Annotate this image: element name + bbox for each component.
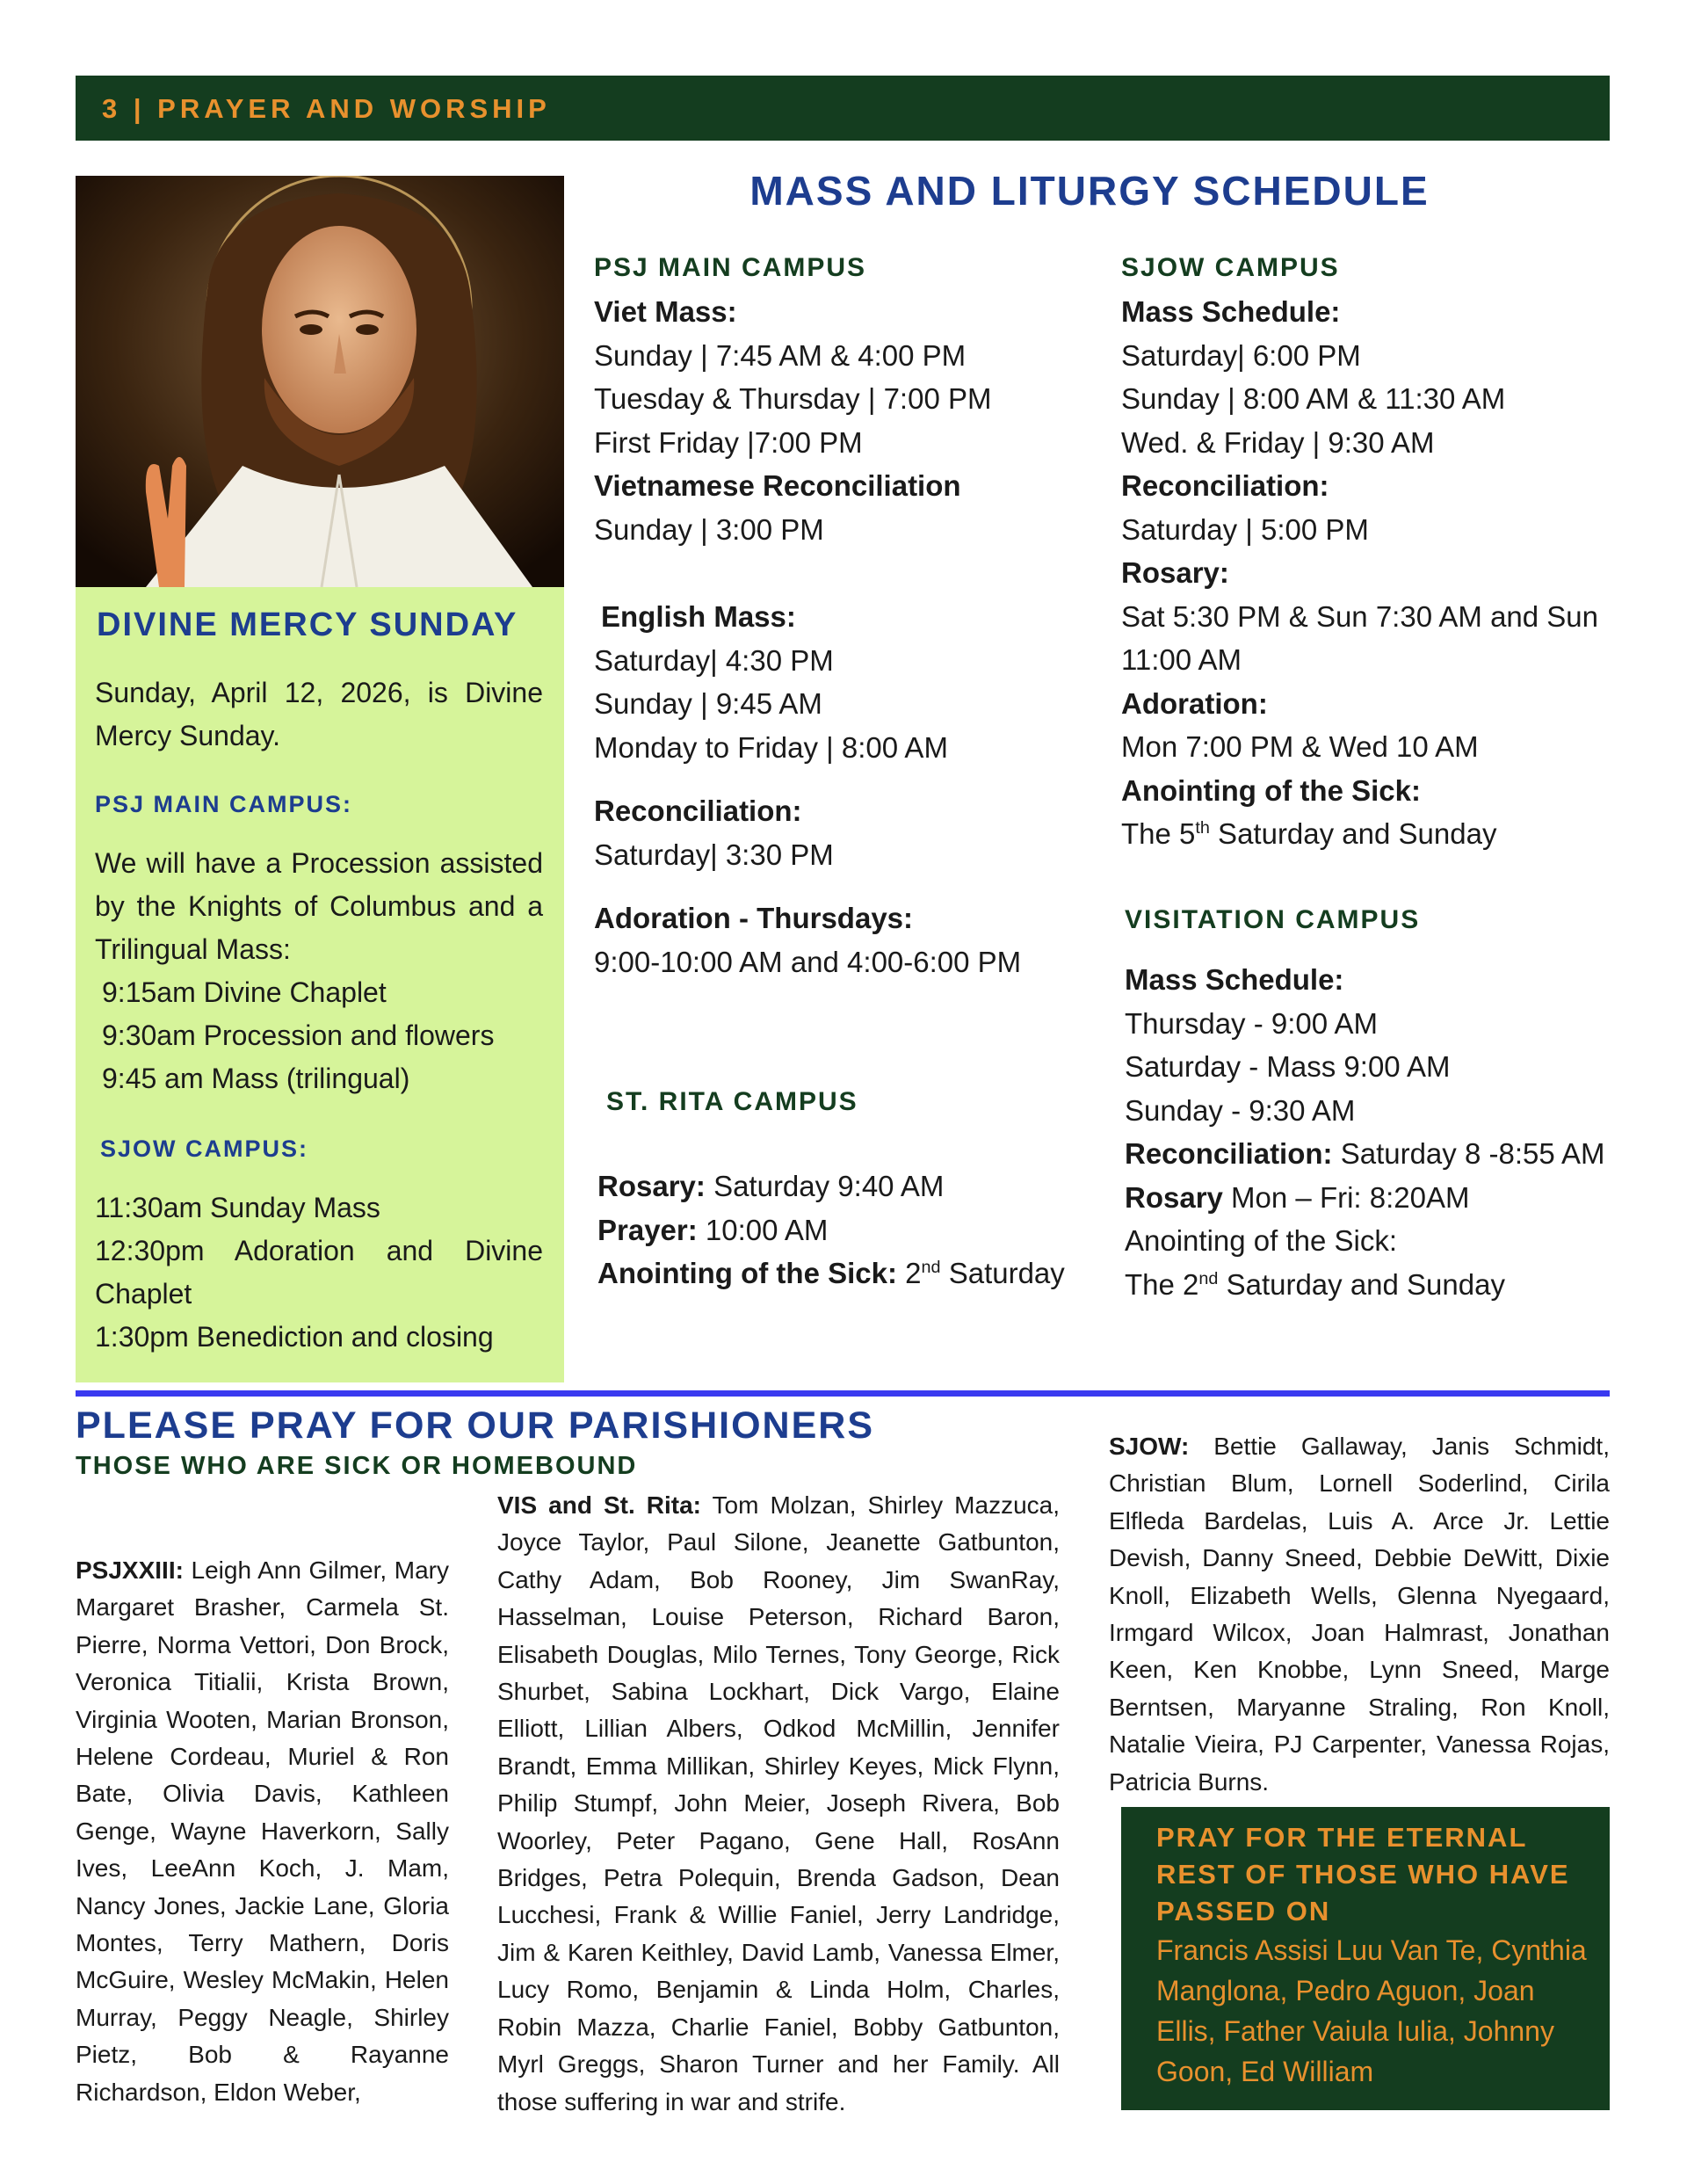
schedule-line: Saturday| 4:30 PM — [594, 643, 834, 677]
pray-section-subtitle: THOSE WHO ARE SICK OR HOMEBOUND — [76, 1452, 638, 1480]
psjxxiii-names: PSJXXIII: Leigh Ann Gilmer, Mary Margaret Brasher, Carmela St. Pierre, Norma Vettori, Don Brock, Veronica Titialii, Krista Brown, Virginia Wooten, Marian Bronson, Helene Cordeau, Muriel & Ron Bate, Olivia Davis, Kathleen Genge, Wayne Haverkorn, Sally Ives, LeeAnn Koch, J. Mam, Nancy Jones, Jackie Lane, Gloria Montes, Terry Mathern, Doris McGuire, Wesley McMakin, Helen Murray, Peggy Neagle, Shirley Pietz, Bob & Rayanne Richardson, Eldon Weber, — [76, 1556, 449, 2106]
schedule-line: Saturday - Mass 9:00 AM — [1125, 1050, 1451, 1083]
sjow-recon-label: Reconciliation: — [1121, 469, 1329, 502]
schedule-line: Thursday - 9:00 AM — [1125, 1006, 1378, 1040]
sjow-anointing-line: The 5th Saturday and Sunday — [1121, 817, 1497, 850]
sjow-names: SJOW: Bettie Gallaway, Janis Schmidt, Christian Blum, Lornell Soderlind, Cirila Elfleda Bardelas, Luis A. Arce Jr. Lettie Devish, Danny Sneed, Debbie DeWitt, Dixie Knoll, Elizabeth Wells, Glenna Nyegaard, Irmgard Wilcox, Joan Halmrast, Jonathan Keen, Ken Knobbe, Lynn Sneed, Marge Berntsen, Maryanne Straling, Ron Knoll, Natalie Vieira, PJ Carpenter, Vanessa Rojas, Patricia Burns. — [1109, 1433, 1610, 1796]
dm-psj-text: We will have a Procession assisted by the Knights of Columbus and a Trilingual Mass: — [95, 847, 543, 965]
schedule-line: Wed. & Friday | 9:30 AM — [1121, 425, 1435, 459]
sjow-rosary-label: Rosary: — [1121, 556, 1229, 589]
dm-sjow-item: 11:30am Sunday Mass — [95, 1192, 380, 1223]
visitation-recon: Reconciliation: Saturday 8 -8:55 AM — [1125, 1137, 1605, 1170]
visitation-anointing-line: The 2nd Saturday and Sunday — [1125, 1267, 1505, 1301]
visitation-schedule — [1125, 958, 1617, 1306]
sjow-mass-label: Mass Schedule: — [1121, 295, 1341, 328]
mass-schedule-title: MASS AND LITURGY SCHEDULE — [749, 168, 1430, 214]
dm-sjow-item: 1:30pm Benediction and closing — [95, 1321, 494, 1353]
section-header-bar — [76, 76, 1610, 141]
dm-sjow-item: 12:30pm Adoration and Divine Chaplet — [95, 1235, 543, 1310]
sjow-anointing-label: Anointing of the Sick: — [1121, 773, 1421, 807]
schedule-line: Monday to Friday | 8:00 AM — [594, 730, 948, 764]
pray-section-title: PLEASE PRAY FOR OUR PARISHIONERS — [76, 1404, 875, 1447]
visitation-mass-label: Mass Schedule: — [1125, 963, 1344, 996]
schedule-line: Sunday | 7:45 AM & 4:00 PM — [594, 338, 967, 372]
dm-psj-heading: PSJ MAIN CAMPUS: — [95, 791, 353, 817]
dm-sjow-heading: SJOW CAMPUS: — [100, 1136, 309, 1162]
eternal-rest-box — [1121, 1807, 1610, 2110]
vis-st-rita-names: VIS and St. Rita: Tom Molzan, Shirley Mazzuca, Joyce Taylor, Paul Silone, Jeanette Gatbunton, Cathy Adam, Bob Rooney, Jim SwanRay, Hasselman, Louise Peterson, Richard Baron, Elisabeth Douglas, Milo Ternes, Tony George, Rick Shurbet, Sabina Lockhart, Dick Vargo, Elaine Elliott, Lillian Albers, Odkod McMillin, Jennifer Brandt, Emma Millikan, Shirley Keyes, Mick Flynn, Philip Stumpf, John Meier, Joseph Rivera, Bob Woorley, Peter Pagano, Gene Hall, RosAnn Bridges, Petra Polequin, Brenda Gadson, Dean Lucchesi, Frank & Willie Faniel, Jerry Landridge, Jim & Karen Keithley, David Lamb, Vanessa Elmer, Lucy Romo, Benjamin & Linda Holm, Charles, Robin Mazza, Charlie Faniel, Bobby Gatbunton, Myrl Greggs, Sharon Turner and her Family. All those suffering in war and strife. — [497, 1491, 1060, 2115]
portrait-illustration — [76, 176, 564, 587]
schedule-line: 9:00-10:00 AM and 4:00-6:00 PM — [594, 945, 1022, 978]
section-header-title: 3 | PRAYER AND WORSHIP — [102, 93, 551, 124]
schedule-line: Tuesday & Thursday | 7:00 PM — [594, 382, 992, 415]
psj-recon-schedule — [594, 789, 1086, 876]
dm-psj-item: 9:30am Procession and flowers — [102, 1019, 495, 1051]
schedule-line: First Friday |7:00 PM — [594, 425, 863, 459]
st-rita-prayer: Prayer: 10:00 AM — [597, 1213, 829, 1246]
divine-mercy-portrait — [76, 176, 564, 587]
adoration-label: Adoration - Thursdays: — [594, 902, 914, 934]
eternal-rest-title: PRAY FOR THE ETERNAL REST OF THOSE WHO HAVE PASSED ON — [1156, 1822, 1570, 1926]
schedule-line: Saturday | 5:00 PM — [1121, 512, 1369, 546]
dm-psj-item: 9:45 am Mass (trilingual) — [102, 1063, 410, 1094]
divine-mercy-box — [76, 587, 564, 1382]
schedule-line: Sat 5:30 PM & Sun 7:30 AM and Sun 11:00 AM — [1121, 599, 1599, 676]
sjow-adoration-label: Adoration: — [1121, 686, 1268, 720]
visitation-campus-heading: VISITATION CAMPUS — [1125, 905, 1421, 934]
english-mass-label: English Mass: — [601, 600, 796, 633]
psj-adoration-schedule — [594, 896, 1086, 983]
schedule-line: Saturday| 6:00 PM — [1121, 338, 1361, 372]
psj-campus-heading: PSJ MAIN CAMPUS — [594, 253, 867, 282]
psj-english-schedule — [594, 595, 1086, 769]
psj-schedule — [594, 290, 1086, 551]
divine-mercy-intro: Sunday, April 12, 2026, is Divine Mercy Sunday. — [95, 677, 543, 751]
viet-mass-label: Viet Mass: — [594, 295, 737, 328]
schedule-line: Sunday | 9:45 AM — [594, 687, 822, 720]
schedule-line: Sunday | 3:00 PM — [594, 512, 824, 546]
sjow-schedule — [1121, 290, 1613, 856]
section-divider — [76, 1390, 1610, 1397]
schedule-line: Sunday - 9:30 AM — [1125, 1093, 1356, 1127]
viet-recon-label: Vietnamese Reconciliation — [594, 469, 961, 502]
schedule-line: Saturday| 3:30 PM — [594, 838, 834, 871]
schedule-line: Sunday | 8:00 AM & 11:30 AM — [1121, 382, 1506, 415]
dm-psj-item: 9:15am Divine Chaplet — [102, 976, 387, 1008]
schedule-line: Anointing of the Sick: — [1125, 1224, 1398, 1257]
eternal-rest-names: Francis Assisi Luu Van Te, Cynthia Manglona, Pedro Aguon, Joan Ellis, Father Vaiula Iulia, Johnny Goon, Ed William — [1156, 1934, 1587, 2087]
st-rita-schedule — [597, 1165, 1090, 1295]
st-rita-heading: ST. RITA CAMPUS — [606, 1087, 858, 1116]
sjow-campus-heading: SJOW CAMPUS — [1121, 253, 1340, 282]
schedule-line: Mon 7:00 PM & Wed 10 AM — [1121, 730, 1479, 763]
visitation-rosary: Rosary Mon – Fri: 8:20AM — [1125, 1180, 1470, 1214]
divine-mercy-title: DIVINE MERCY SUNDAY — [97, 606, 518, 643]
reconciliation-label: Reconciliation: — [594, 795, 802, 827]
st-rita-anointing: Anointing of the Sick: 2nd Saturday — [597, 1257, 1065, 1289]
st-rita-rosary: Rosary: Saturday 9:40 AM — [597, 1170, 945, 1202]
